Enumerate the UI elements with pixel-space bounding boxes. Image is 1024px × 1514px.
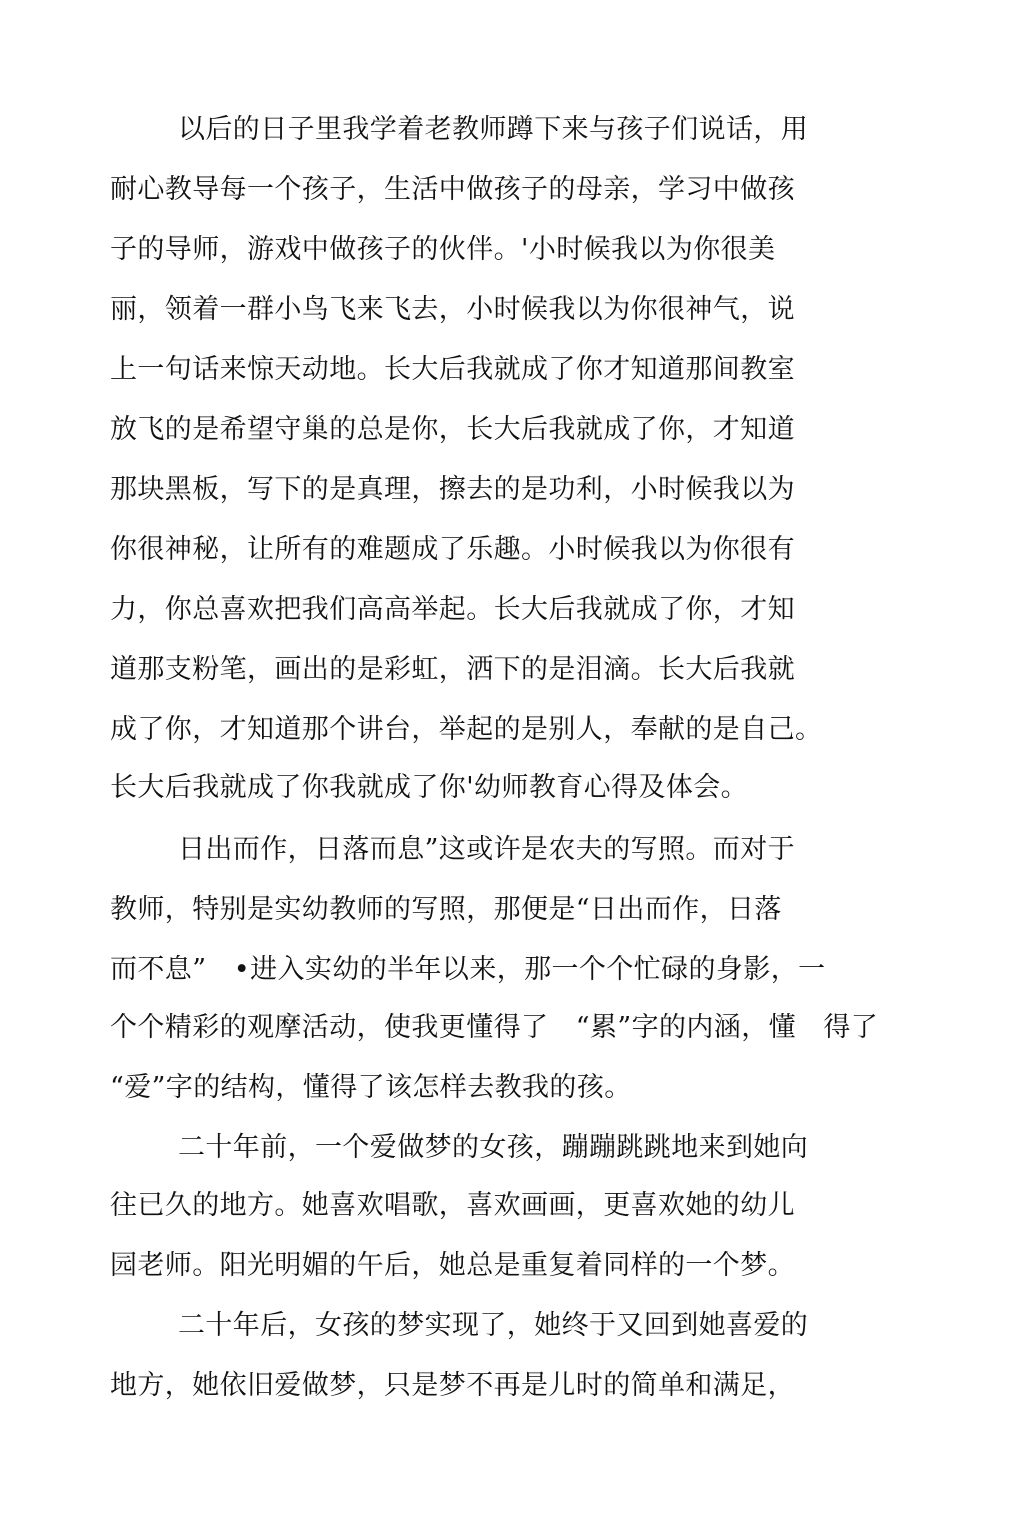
text-line: 日出而作，日落而息”这或许是农夫的写照。而对于: [178, 834, 796, 865]
text-line: 那块黑板，写下的是真理，擦去的是功利，小时候我以为: [110, 474, 795, 505]
text-line: 耐心教导每一个孩子，生活中做孩子的母亲，学习中做孩: [110, 174, 795, 205]
text-line: 而不息” •进入实幼的半年以来，那一个个忙碌的身影，一: [110, 954, 826, 985]
text-line: 长大后我就成了你我就成了你'幼师教育心得及体会。: [110, 772, 749, 803]
text-line: 以后的日子里我学着老教师蹲下来与孩子们说话，用: [178, 114, 809, 145]
text-line: “爱”字的结构，懂得了该怎样去教我的孩。: [110, 1072, 632, 1103]
text-line: 上一句话来惊天动地。长大后我就成了你才知道那间教室: [110, 354, 795, 385]
text-line: 你很神秘，让所有的难题成了乐趣。小时候我以为你很有: [110, 534, 795, 565]
text-line: 道那支粉笔，画出的是彩虹，洒下的是泪滴。长大后我就: [110, 654, 795, 685]
text-line: 二十年前，一个爱做梦的女孩，蹦蹦跳跳地来到她向: [178, 1132, 809, 1163]
text-line: 往已久的地方。她喜欢唱歌，喜欢画画，更喜欢她的幼儿: [110, 1190, 795, 1221]
text-line: 二十年后，女孩的梦实现了，她终于又回到她喜爱的: [178, 1310, 809, 1341]
text-line: 放飞的是希望守巢的总是你，长大后我就成了你，才知道: [110, 414, 795, 445]
text-line: 子的导师，游戏中做孩子的伙伴。'小时候我以为你很美: [110, 234, 776, 265]
text-line: 力，你总喜欢把我们高高举起。长大后我就成了你，才知: [110, 594, 795, 625]
text-line: 成了你，才知道那个讲台，举起的是别人，奉献的是自己。: [110, 714, 823, 745]
text-line: 丽，领着一群小鸟飞来飞去，小时候我以为你很神气，说: [110, 294, 795, 325]
text-line: 园老师。阳光明媚的午后，她总是重复着同样的一个梦。: [110, 1250, 795, 1281]
text-line: 地方，她依旧爱做梦，只是梦不再是儿时的简单和满足，: [110, 1370, 795, 1401]
text-line: 个个精彩的观摩活动，使我更懂得了 “累”字的内涵，懂 得了: [110, 1012, 879, 1043]
text-line: 教师，特别是实幼教师的写照，那便是“日出而作，日落: [110, 894, 782, 925]
